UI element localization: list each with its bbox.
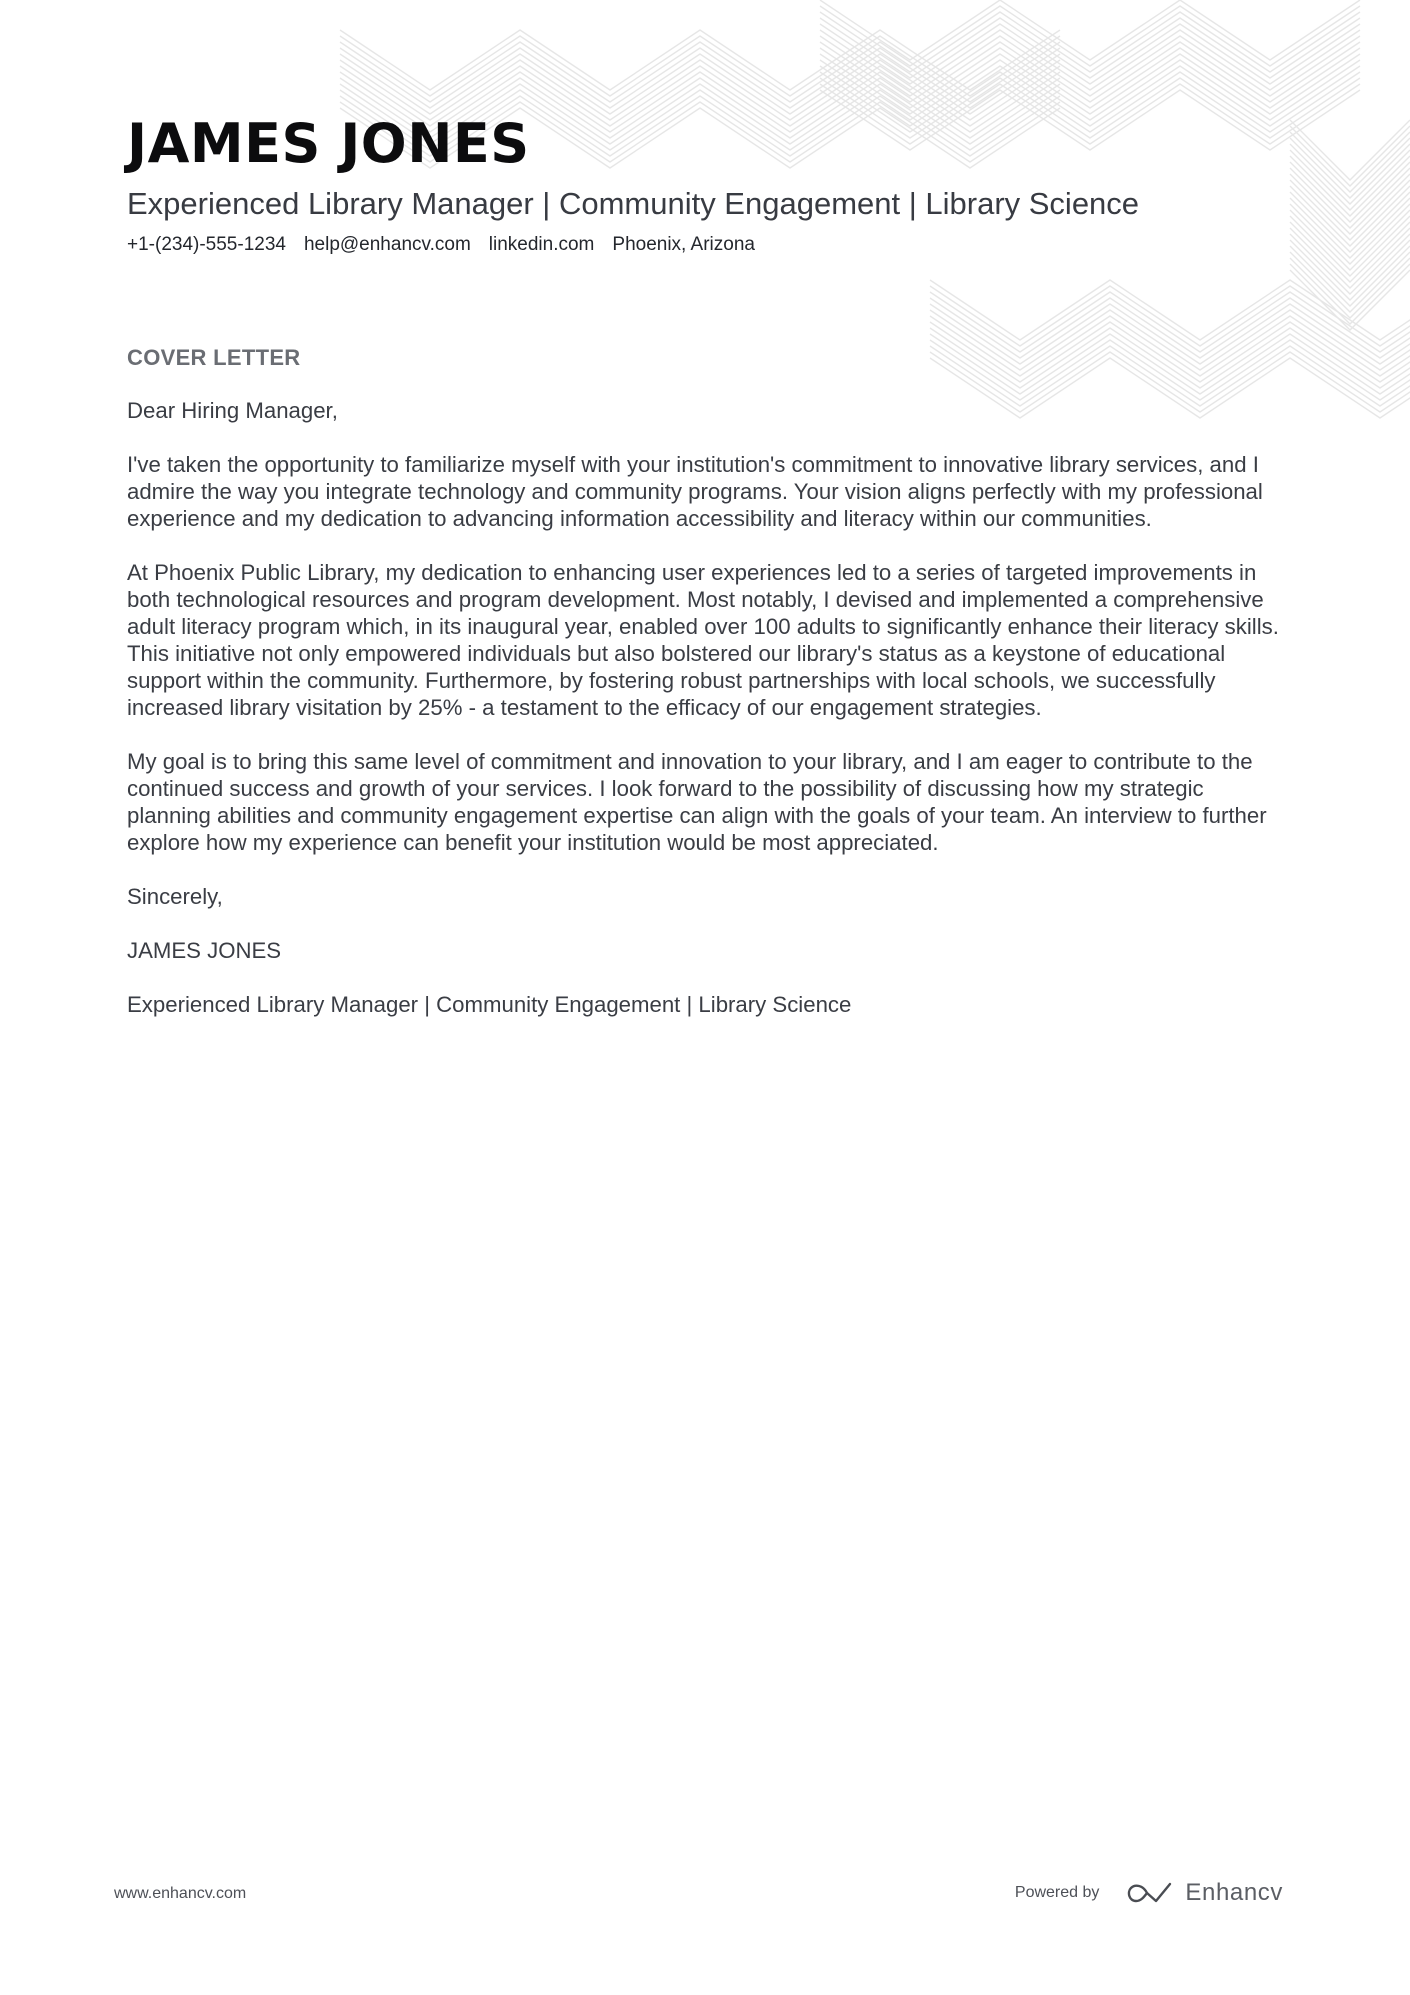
- pattern-line: [820, 18, 1360, 78]
- pattern-line: [1290, 150, 1410, 210]
- brand-logo[interactable]: [1125, 1879, 1283, 1907]
- pattern-line: [930, 304, 1410, 364]
- pattern-line: [820, 36, 1360, 96]
- letter-salutation: Dear Hiring Manager,: [127, 398, 338, 423]
- pattern-line: [1290, 198, 1410, 258]
- pattern-line: [930, 292, 1410, 352]
- pattern-line: [820, 66, 1360, 126]
- pattern-line: [340, 30, 1060, 90]
- pattern-line: [820, 54, 1360, 114]
- pattern-line: [930, 286, 1410, 346]
- pattern-line: [820, 90, 1360, 150]
- contact-location: Phoenix, Arizona: [612, 234, 755, 255]
- pattern-line: [1290, 240, 1410, 300]
- pattern-line: [1290, 228, 1410, 288]
- pattern-line: [1290, 270, 1410, 330]
- pattern-line: [1290, 144, 1410, 204]
- powered-by-label: Powered by: [1014, 1884, 1100, 1901]
- pattern-line: [930, 334, 1410, 394]
- pattern-line: [820, 0, 1360, 60]
- pattern-line: [820, 48, 1360, 108]
- pattern-line: [820, 24, 1360, 84]
- contact-phone: +1-(234)-555-1234: [127, 234, 286, 255]
- pattern-line: [1290, 252, 1410, 312]
- pattern-line: [930, 322, 1410, 382]
- pattern-line: [1290, 174, 1410, 234]
- letter-paragraph-3: My goal is to bring this same level of commitment and innovation to your library, and I am eager to contribute to the continued success and growth of your services. I look forward to the possibility of discussing how my strategic planning abilities and community engagement expertise can align with the goals of your team. An interview to further explore how my experience can benefit your institution would be most appreciated.: [127, 749, 1267, 855]
- pattern-line: [930, 328, 1410, 388]
- pattern-line: [340, 54, 1060, 114]
- pattern-line: [1290, 168, 1410, 228]
- pattern-line: [1290, 234, 1410, 294]
- pattern-line: [1290, 216, 1410, 276]
- pattern-line: [820, 6, 1360, 66]
- pattern-line: [930, 298, 1410, 358]
- pattern-line: [1290, 258, 1410, 318]
- pattern-line: [1290, 246, 1410, 306]
- brand-name: Enhancv: [1185, 1879, 1283, 1906]
- letter-signature-name: JAMES JONES: [127, 938, 282, 963]
- pattern-line: [820, 84, 1360, 144]
- pattern-line: [1290, 162, 1410, 222]
- section-title-cover-letter: COVER LETTER: [127, 345, 301, 370]
- pattern-line: [820, 78, 1360, 138]
- pattern-line: [1290, 186, 1410, 246]
- pattern-line: [820, 42, 1360, 102]
- pattern-line: [1290, 120, 1410, 180]
- pattern-line: [1290, 222, 1410, 282]
- letter-paragraph-1: I've taken the opportunity to familiarize myself with your institution's commitment to innovative library services, and I admire the way you integrate technology and community programs. Your vision aligns perfectly with my professional experience and my dedication to advancing information accessibility and literacy within our communities.: [127, 452, 1263, 531]
- pattern-line: [930, 310, 1410, 370]
- pattern-line: [930, 316, 1410, 376]
- letter-signature-title: Experienced Library Manager | Community Engagement | Library Science: [127, 992, 852, 1017]
- contact-linkedin: linkedin.com: [488, 234, 595, 255]
- pattern-line: [1290, 138, 1410, 198]
- pattern-line: [1290, 192, 1410, 252]
- letter-body: [127, 397, 1287, 1045]
- pattern-line: [1290, 126, 1410, 186]
- pattern-line: [1290, 156, 1410, 216]
- pattern-line: [1290, 204, 1410, 264]
- candidate-headline: Experienced Library Manager | Community Engagement | Library Science: [127, 186, 1140, 221]
- pattern-line: [820, 72, 1360, 132]
- enhancv-logo-icon: [1125, 1880, 1173, 1906]
- pattern-line: [1290, 132, 1410, 192]
- contact-email: help@enhancv.com: [303, 234, 471, 255]
- candidate-name: JAMES JONES: [127, 112, 530, 175]
- contact-info: [127, 232, 755, 258]
- footer-website-link[interactable]: www.enhancv.com: [114, 1885, 247, 1902]
- pattern-line: [1290, 210, 1410, 270]
- pattern-line: [340, 42, 1060, 102]
- letter-paragraph-2: At Phoenix Public Library, my dedication to enhancing user experiences led to a series of targeted improvements in both technological resources and program development. Most notably, I devised and implemented a comprehensive adult literacy program which, in its inaugural year, enabled over 100 adults to significantly enhance their literacy skills. This initiative not only empowered individuals but also bolstered our library's status as a keystone of educational support within the community. Furthermore, by fostering robust partnerships with local schools, we successfully increased library visitation by 25% - a testament to the efficacy of our engagement strategies.: [127, 560, 1279, 720]
- pattern-line: [340, 48, 1060, 108]
- pattern-line: [1290, 264, 1410, 324]
- footer-brand: [1015, 1874, 1283, 1912]
- pattern-line: [1290, 180, 1410, 240]
- pattern-line: [930, 340, 1410, 400]
- pattern-line: [340, 36, 1060, 96]
- pattern-line: [820, 60, 1360, 120]
- pattern-line: [820, 30, 1360, 90]
- pattern-line: [820, 12, 1360, 72]
- letter-closing: Sincerely,: [127, 884, 223, 909]
- pattern-line: [930, 280, 1410, 340]
